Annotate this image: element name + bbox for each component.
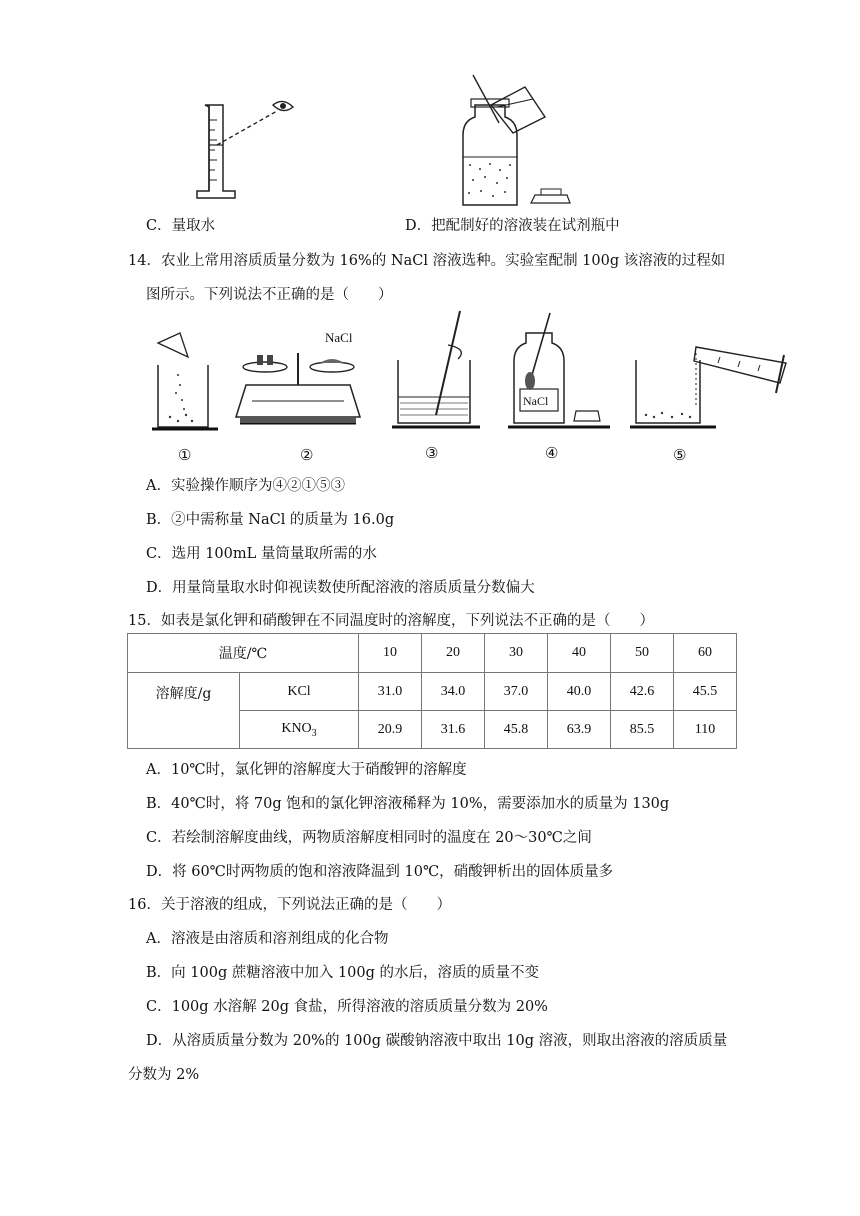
figure-2-balance (236, 353, 360, 423)
temp-cell: 60 (674, 634, 737, 673)
figure-label-5: ⑤ (673, 446, 687, 464)
kno3-value: 110 (674, 711, 737, 749)
kno3-value: 31.6 (422, 711, 485, 749)
nacl-bottle-label: NaCl (523, 394, 549, 408)
kcl-value: 31.0 (359, 673, 422, 711)
reagent-bottle-pour-figure (455, 65, 595, 215)
kcl-name: KCl (240, 673, 359, 711)
figure-label-4: ④ (545, 444, 559, 462)
q14-option-a: A．实验操作顺序为④②①⑤③ (146, 478, 345, 494)
kno3-value: 63.9 (548, 711, 611, 749)
q16-stem: 16．关于溶液的组成，下列说法正确的是（ ） (128, 897, 451, 913)
q15-option-d: D．将 60℃时两物质的饱和溶液降温到 10℃，硝酸钾析出的固体质量多 (146, 864, 614, 880)
q14-option-d: D．用量筒量取水时仰视读数使所配溶液的溶质质量分数偏大 (146, 580, 535, 596)
temp-cell: 50 (611, 634, 674, 673)
option-c-label: C．量取水 (146, 218, 216, 234)
q14-option-c: C．选用 100mL 量筒量取所需的水 (146, 546, 377, 562)
temp-cell: 20 (422, 634, 485, 673)
q16-option-b: B．向 100g 蔗糖溶液中加入 100g 的水后，溶质的质量不变 (146, 965, 540, 981)
nacl-tag: NaCl (325, 330, 353, 345)
temp-header: 温度/℃ (128, 634, 359, 673)
temp-cell: 10 (359, 634, 422, 673)
figure-4-reagent-bottle (508, 313, 610, 427)
figure-1-dissolve-pour (152, 333, 218, 429)
solubility-row-header: 溶解度/g (128, 673, 240, 749)
solubility-table (127, 633, 737, 749)
q16-option-a: A．溶液是由溶质和溶剂组成的化合物 (146, 931, 389, 947)
kcl-value: 42.6 (611, 673, 674, 711)
q15-option-a: A．10℃时，氯化钾的溶解度大于硝酸钾的溶解度 (146, 762, 467, 778)
q16-option-c: C．100g 水溶解 20g 食盐，所得溶液的溶质质量分数为 20% (146, 999, 548, 1015)
kcl-value: 34.0 (422, 673, 485, 711)
kcl-value: 37.0 (485, 673, 548, 711)
temp-cell: 40 (548, 634, 611, 673)
graduated-cylinder-figure (195, 95, 305, 210)
figure-label-2: ② (300, 446, 314, 464)
kno3-value: 20.9 (359, 711, 422, 749)
q14-option-b: B．②中需称量 NaCl 的质量为 16.0g (146, 512, 395, 528)
q14-stem-line2: 图所示。下列说法不正确的是（ ） (146, 287, 393, 303)
kno3-name: $KNO_3$ (240, 711, 359, 749)
figure-5-pour-water (630, 347, 786, 427)
q14-figure-strip (140, 305, 805, 465)
q16-option-d: D．从溶质质量分数为 20%的 100g 碳酸钠溶液中取出 10g 溶液，则取出溶液的溶质质量 (146, 1033, 728, 1049)
q15-stem: 15．如表是氯化钾和硝酸钾在不同温度时的溶解度，下列说法不正确的是（ ） (128, 613, 654, 629)
kcl-value: 45.5 (674, 673, 737, 711)
kcl-value: 40.0 (548, 673, 611, 711)
figure-label-1: ① (178, 446, 192, 464)
option-d-label: D．把配制好的溶液装在试剂瓶中 (405, 218, 620, 234)
q15-option-b: B．40℃时，将 70g 饱和的氯化钾溶液稀释为 10%，需要添加水的质量为 130g (146, 796, 670, 812)
temp-cell: 30 (485, 634, 548, 673)
q14-stem-line1: 14．农业上常用溶质质量分数为 16%的 NaCl 溶液选种。实验室配制 100g 该溶液的过程如 (128, 253, 726, 269)
q15-option-c: C．若绘制溶解度曲线，两物质溶解度相同时的温度在 20～30℃之间 (146, 830, 592, 846)
figure-3-stir (392, 311, 480, 427)
kno3-value: 45.8 (485, 711, 548, 749)
figure-label-3: ③ (425, 444, 439, 462)
q16-option-d-continued: 分数为 2% (128, 1067, 200, 1083)
kno3-value: 85.5 (611, 711, 674, 749)
